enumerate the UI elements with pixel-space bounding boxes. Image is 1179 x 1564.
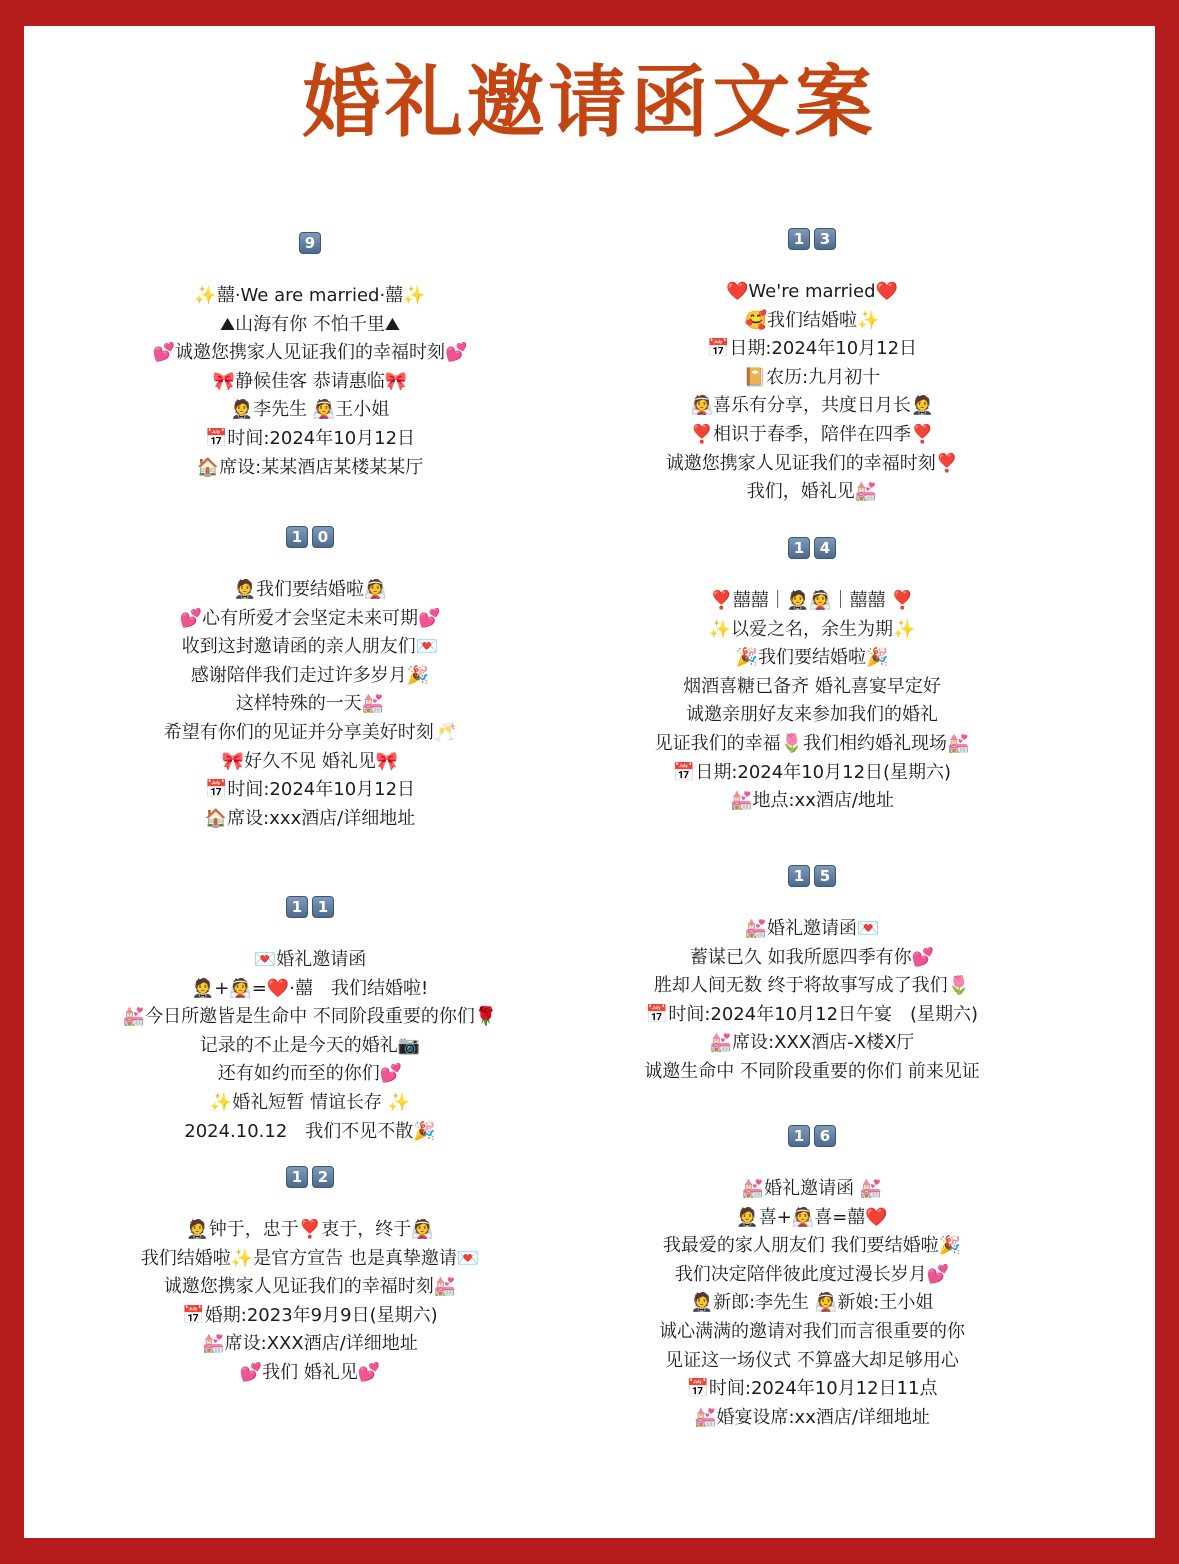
text-line: 📔农历:九月初十	[743, 366, 881, 388]
text-line: 🎉我们要结婚啦🎉	[735, 647, 889, 669]
keycap-digit: 1	[286, 1166, 308, 1188]
text-line: 还有如约而至的你们💕	[217, 1063, 403, 1085]
keycap-digit: 0	[312, 526, 334, 548]
keycap-digit: 1	[788, 1125, 810, 1147]
text-line: 🤵我们要结婚啦👰	[233, 579, 387, 600]
keycap-digit: 4	[814, 537, 836, 559]
text-line: 收到这封邀请函的亲人朋友们💌	[181, 636, 439, 658]
text-line: ❣️囍囍｜🤵👰｜囍囍 ❣️	[710, 590, 914, 611]
text-line: 💒今日所邀皆是生命中 不同阶段重要的你们🌹	[122, 1006, 498, 1028]
text-line: 📅日期:2024年10月12日(星期六)	[672, 761, 952, 783]
section-lines	[50, 576, 570, 833]
keycap-digit: 2	[312, 1166, 334, 1188]
text-line: 📅婚期:2023年9月9日(星期六)	[182, 1304, 438, 1326]
text-line: 诚邀您携家人见证我们的幸福时刻💒	[163, 1276, 457, 1298]
text-line: ✨以爱之名，余生为期✨	[708, 618, 916, 640]
text-line: 我最爱的家人朋友们 我们要结婚啦🎉	[662, 1235, 962, 1257]
keycap-digit: 1	[788, 865, 810, 887]
text-line: 🤵新郎:李先生 👰新娘:王小姐	[690, 1292, 934, 1314]
text-line: 🎀静候佳客 恭请惠临🎀	[212, 370, 408, 392]
page-title: 婚礼邀请函文案	[302, 58, 877, 148]
text-line: 💕诚邀您携家人见证我们的幸福时刻💕	[152, 342, 468, 364]
text-line: 📅时间:2024年10月12日	[204, 779, 416, 801]
text-line: ✨囍·We are married·囍✨	[194, 285, 426, 306]
section-lines	[50, 282, 570, 482]
text-line: 诚邀亲朋好友来参加我们的婚礼	[686, 704, 938, 726]
template-section-15	[552, 865, 1072, 1087]
text-line: 👰喜乐有分享，共度日月长🤵	[690, 395, 934, 417]
text-line: 💒婚礼邀请函💌	[744, 918, 880, 939]
template-section-10	[50, 526, 570, 833]
keycap-digit: 3	[814, 228, 836, 250]
text-line: 诚邀生命中 不同阶段重要的你们 前来见证	[644, 1060, 980, 1082]
text-line: 📅时间:2024年10月12日午宴 (星期六)	[645, 1003, 979, 1025]
text-line: 🤵李先生 👰王小姐	[230, 399, 390, 421]
keycap-digit: 1	[788, 537, 810, 559]
keycap-digit: 1	[286, 526, 308, 548]
text-line: 💕我们 婚礼见💕	[239, 1361, 381, 1383]
text-line: 📅日期:2024年10月12日	[706, 338, 918, 360]
text-line: 🎀好久不见 婚礼见🎀	[221, 750, 399, 772]
template-section-16	[552, 1125, 1072, 1432]
text-line: 💒婚礼邀请函 💒	[741, 1178, 883, 1199]
text-line: 胜却人间无数 终于将故事写成了我们🌷	[653, 975, 971, 997]
text-line: 💕心有所爱才会坚定未来可期💕	[179, 607, 441, 629]
template-section-14	[552, 537, 1072, 816]
text-line: 📅时间:2024年10月12日	[204, 427, 416, 449]
section-number-badge	[552, 228, 1072, 250]
section-lines	[552, 1175, 1072, 1432]
keycap-digit: 5	[814, 865, 836, 887]
text-line: 🥰我们结婚啦✨	[744, 309, 880, 331]
text-line: 记录的不止是今天的婚礼📷	[199, 1034, 421, 1056]
text-line: 感谢陪伴我们走过许多岁月🎉	[190, 664, 430, 686]
text-line: 💒婚宴设席:xx酒店/详细地址	[694, 1406, 930, 1428]
section-lines	[552, 278, 1072, 507]
text-line: ✨婚礼短暂 情谊长存 ✨	[209, 1091, 411, 1113]
keycap-digit: 1	[788, 228, 810, 250]
text-line: 我们结婚啦✨是官方宣告 也是真挚邀请💌	[140, 1247, 480, 1269]
text-line: 我们，婚礼见💒	[746, 481, 878, 503]
text-line: 蓄谋已久 如我所愿四季有你💕	[689, 946, 935, 968]
text-line: 💌婚礼邀请函	[253, 949, 367, 970]
section-lines	[552, 587, 1072, 816]
text-line: 🤵+👰=❤️·囍 我们结婚啦!	[191, 977, 429, 999]
section-lines	[552, 915, 1072, 1087]
text-line: 见证我们的幸福🌷我们相约婚礼现场💒	[654, 732, 970, 754]
text-line: 希望有你们的见证并分享美好时刻🥂	[163, 721, 457, 743]
text-line: 烟酒喜糖已备齐 婚礼喜宴早定好	[683, 675, 941, 697]
text-line: ❤️We're married❤️	[726, 281, 898, 302]
text-line: 💒席设:XXX酒店-X楼X厅	[709, 1032, 915, 1054]
section-number-badge	[552, 1125, 1072, 1147]
text-line: 诚心满满的邀请对我们而言很重要的你	[659, 1320, 965, 1342]
text-line: 💒席设:XXX酒店/详细地址	[202, 1333, 418, 1355]
text-line: 🏠席设:xxx酒店/详细地址	[204, 807, 416, 829]
text-line: 2024.10.12 我们不见不散🎉	[184, 1120, 436, 1142]
text-line: 🤵钟于，忠于❣️衷于，终于👰	[186, 1219, 434, 1240]
text-line: 这样特殊的一天💒	[235, 693, 385, 715]
section-number-badge	[552, 537, 1072, 559]
template-section-11	[50, 896, 570, 1146]
template-section-9	[50, 232, 570, 482]
section-lines	[50, 1216, 570, 1388]
text-line: 📅时间:2024年10月12日11点	[686, 1378, 938, 1400]
section-number-badge	[552, 865, 1072, 887]
section-number-badge	[50, 1166, 570, 1188]
section-lines	[50, 946, 570, 1146]
section-number-badge	[50, 232, 570, 254]
template-section-13	[552, 228, 1072, 507]
text-line: 诚邀您携家人见证我们的幸福时刻❣️	[665, 452, 959, 474]
text-line: 见证这一场仪式 不算盛大却足够用心	[665, 1349, 959, 1371]
section-number-badge	[50, 896, 570, 918]
section-number-badge	[50, 526, 570, 548]
keycap-digit: 6	[814, 1125, 836, 1147]
text-line: 我们决定陪伴彼此度过漫长岁月💕	[674, 1263, 950, 1285]
text-line: ⛰山海有你 不怕千里⛰	[220, 313, 400, 335]
text-line: 🤵喜+👰喜=囍❤️	[736, 1206, 888, 1228]
keycap-digit: 1	[312, 896, 334, 918]
keycap-digit: 9	[299, 232, 321, 254]
text-line: 💒地点:xx酒店/地址	[730, 790, 894, 812]
text-line: ❣️相识于春季，陪伴在四季❣️	[690, 423, 934, 445]
keycap-digit: 1	[286, 896, 308, 918]
text-line: 🏠席设:某某酒店某楼某某厅	[196, 456, 424, 478]
template-section-12	[50, 1166, 570, 1388]
